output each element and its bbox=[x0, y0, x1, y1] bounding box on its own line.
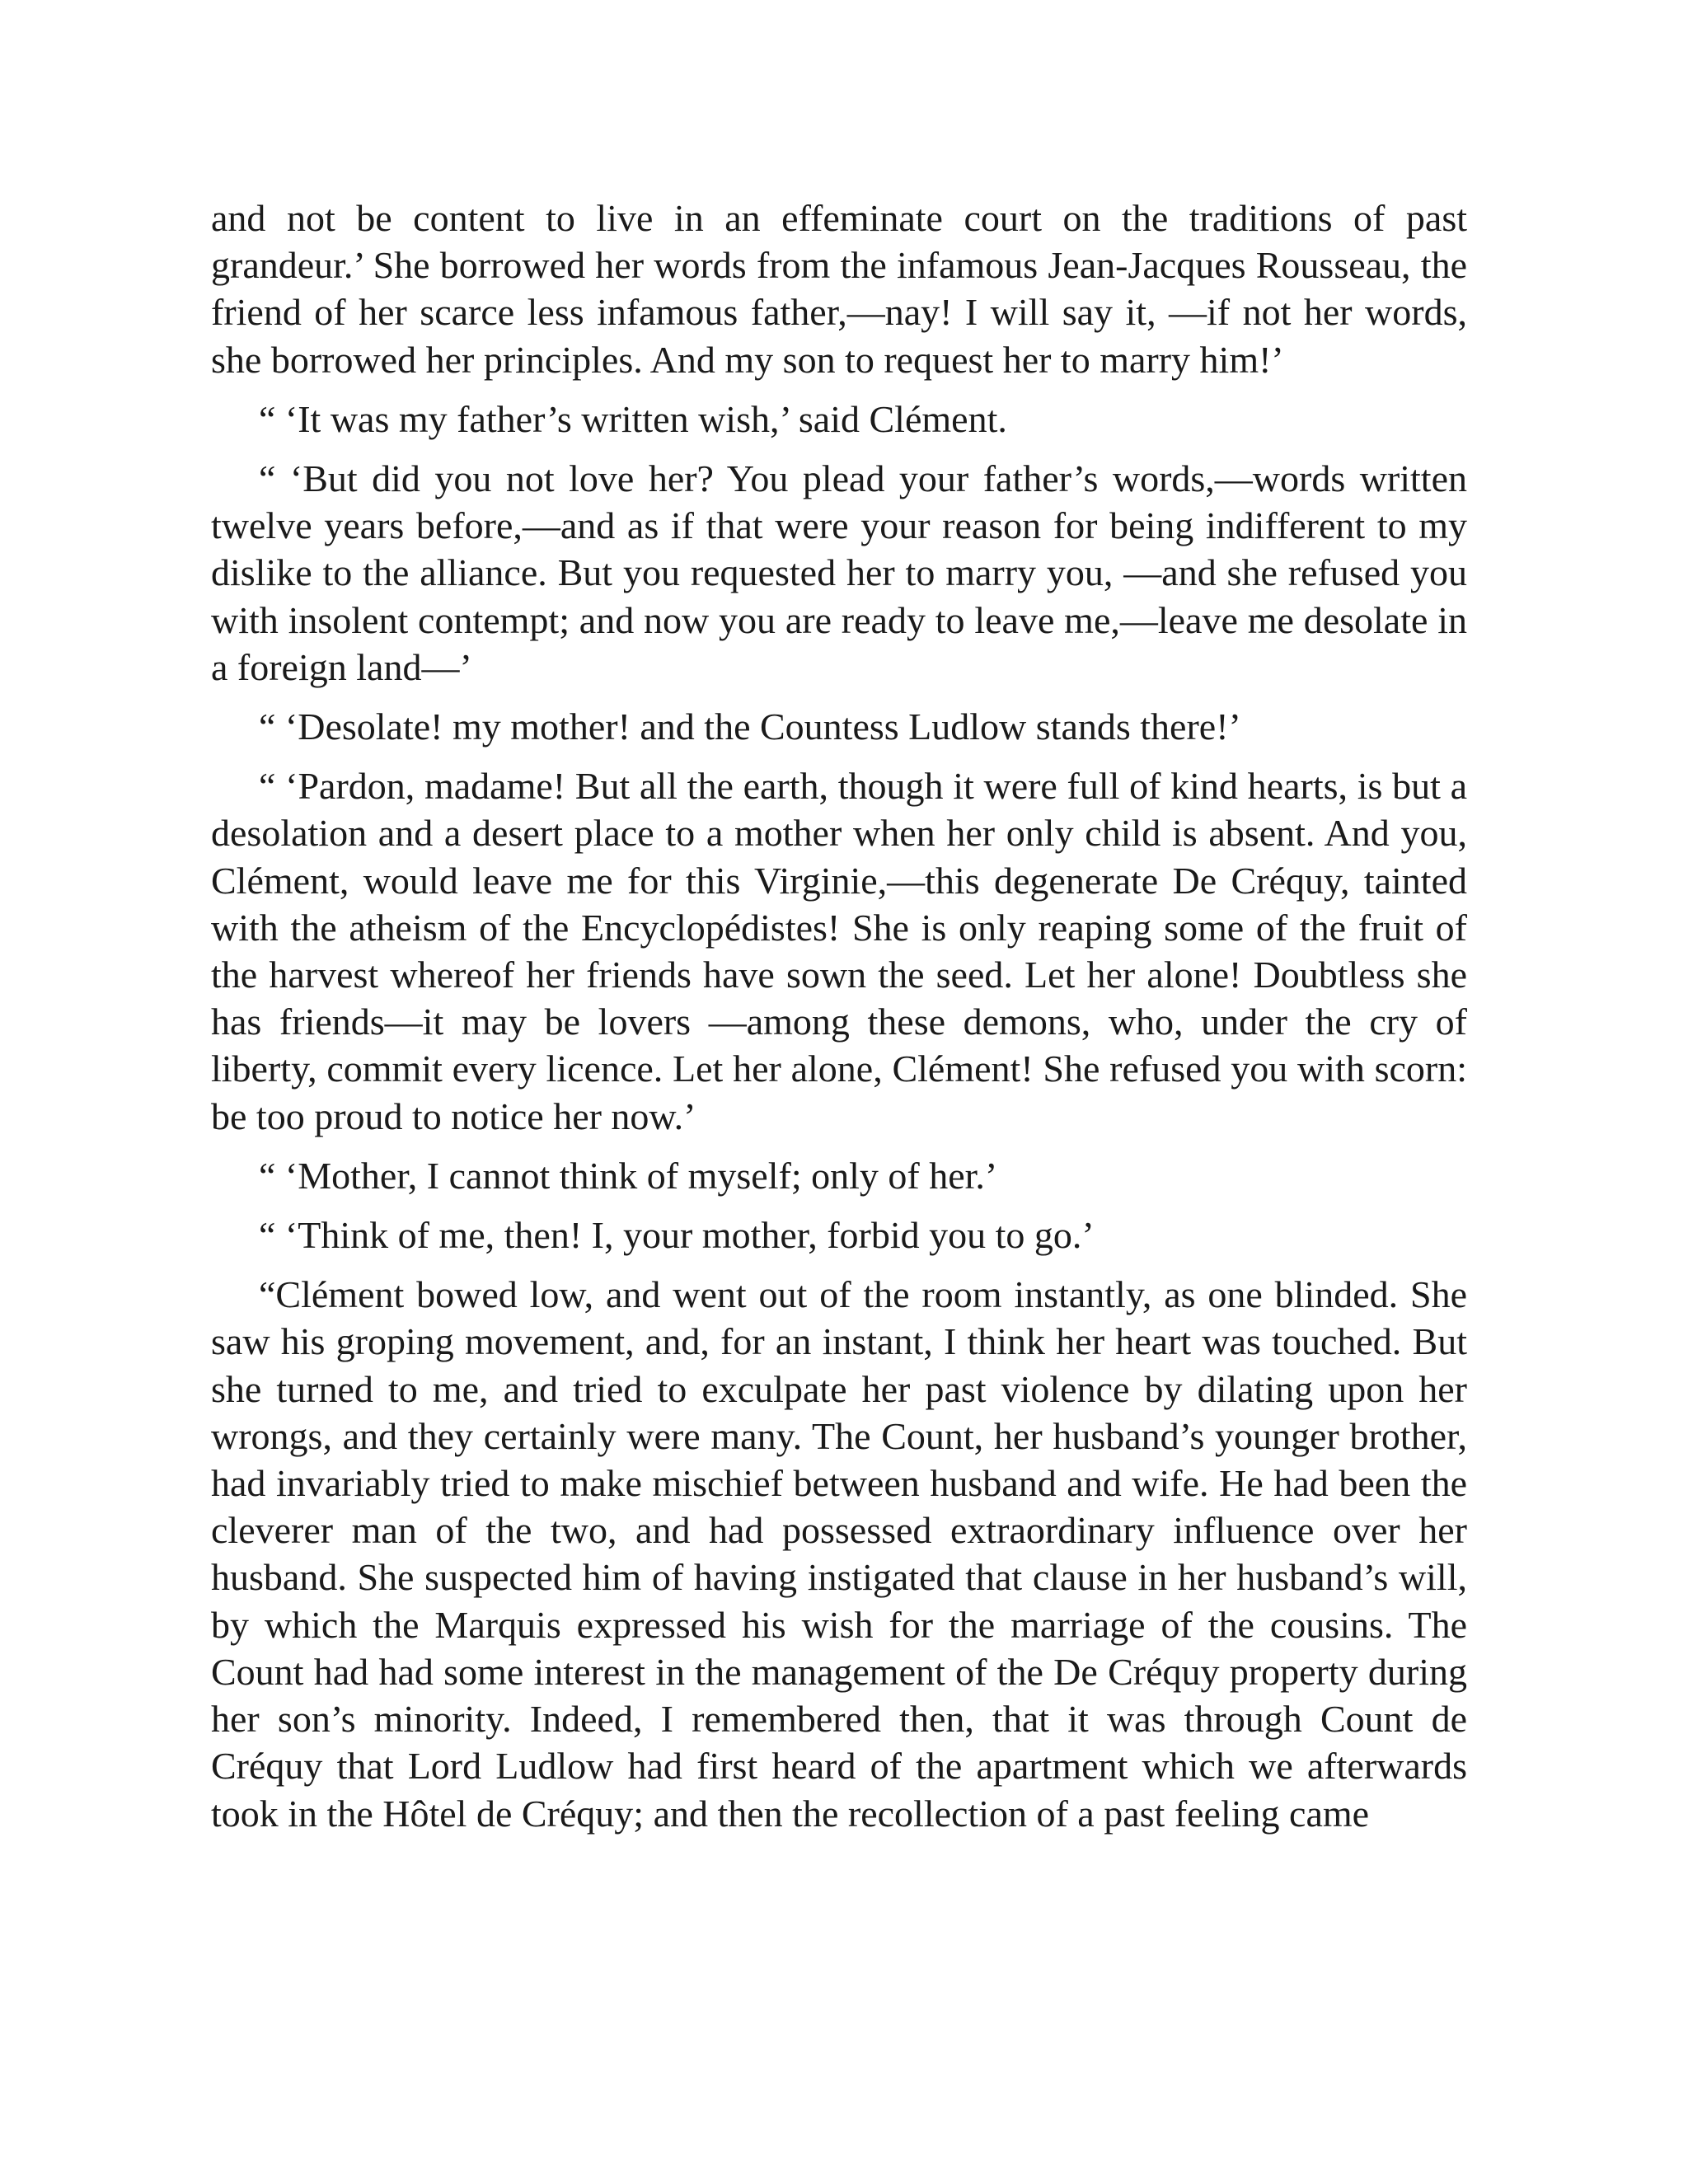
paragraph: “ ‘Mother, I cannot think of myself; only of her.’ bbox=[259, 1154, 998, 1197]
body-text bbox=[211, 194, 1467, 1849]
paragraph: and not be content to live in an effeminate court on the traditions of past grandeur.’ She borrowed her words from the infamous Jean-Jacques Rousseau, the friend of her scarce less infamous father,—nay! I will say it, —if not her words, she borrowed her principles. And my son to request her to marry him!’ bbox=[211, 197, 1467, 381]
paragraph: “ ‘Desolate! my mother! and the Countess Ludlow stands there!’ bbox=[259, 705, 1241, 748]
paragraph: “ ‘But did you not love her? You plead your father’s words,—words written twelve years before,—and as if that were your reason for being indifferent to my dislike to the alliance. But you requested her to marry you, —and she refused you with insolent contempt; and now you are ready to leave me,—leave me desolate in a foreign land—’ bbox=[211, 457, 1467, 688]
paragraph: “ ‘Think of me, then! I, your mother, forbid you to go.’ bbox=[259, 1214, 1095, 1257]
paragraph: “Clément bowed low, and went out of the room instantly, as one blinded. She saw his groping movement, and, for an instant, I think her heart was touched. But she turned to me, and tried to exculpate her past violence by dilating upon her wrongs, and they certainly were many. The Count, her husband’s younger brother, had invariably tried to make mischief between husband and wife. He had been the cleverer man of the two, and had possessed extraordinary influence over her husband. She suspected him of having instigated that clause in her husband’s will, by which the Marquis expressed his wish for the marriage of the cousins. The Count had had some interest in the management of the De Créquy property during her son’s minority. Indeed, I remembered then, that it was through Count de Créquy that Lord Ludlow had first heard of the apartment which we afterwards took in the Hôtel de Créquy; and then the recollection of a past feeling came bbox=[211, 1273, 1467, 1835]
paragraph: “ ‘It was my father’s written wish,’ said Clément. bbox=[259, 397, 1007, 440]
paragraph: “ ‘Pardon, madame! But all the earth, though it were full of kind hearts, is but a desolation and a desert place to a mother when her only child is absent. And you, Clément, would leave me for this Virginie,—this degenerate De Créquy, tainted with the atheism of the Encyclopédistes! She is only reaping some of the fruit of the harvest whereof her friends have sown the seed. Let her alone! Doubtless she has friends—it may be lovers —among these demons, who, under the cry of liberty, commit every licence. Let her alone, Clément! She refused you with scorn: be too proud to notice her now.’ bbox=[211, 765, 1467, 1137]
